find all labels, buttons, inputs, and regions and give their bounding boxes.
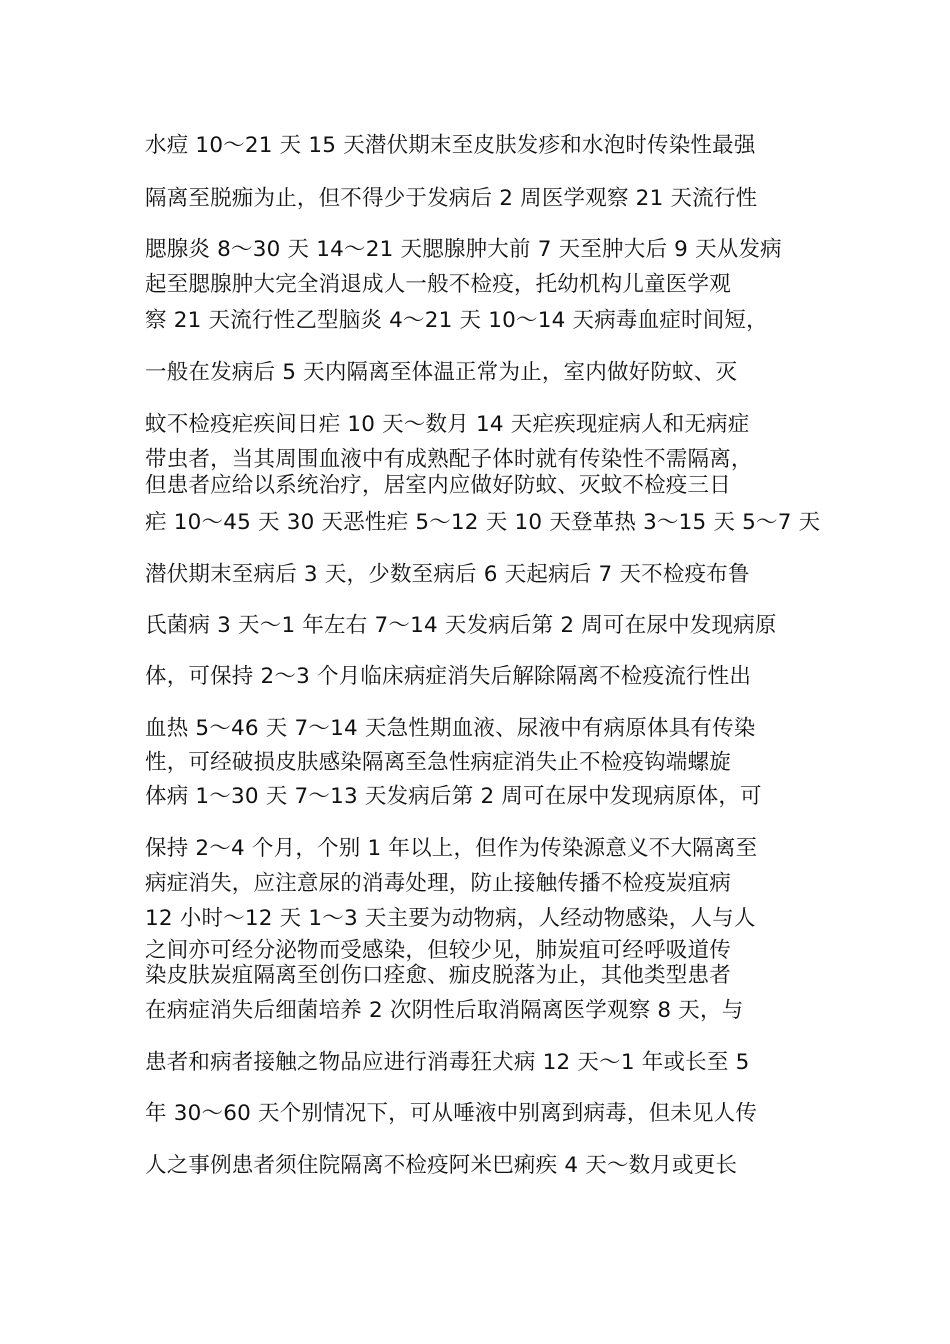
text-line-2: 隔离至脱痂为止，但不得少于发病后 2 周医学观察 21 天流行性 (145, 186, 758, 211)
text-line-22: 在病症消失后细菌培养 2 次阴性后取消隔离医学观察 8 天，与 (145, 998, 744, 1023)
text-line-13: 体，可保持 2～3 个月临床病症消失后解除隔离不检疫流行性出 (145, 664, 752, 689)
text-line-16: 体病 1～30 天 7～13 天发病后第 2 周可在尿中发现病原体，可 (145, 784, 762, 809)
text-line-18: 病症消失，应注意尿的消毒处理，防止接触传播不检疫炭疽病 (145, 871, 731, 896)
text-line-12: 氏菌病 3 天～1 年左右 7～14 天发病后第 2 周可在尿中发现病原 (145, 613, 777, 638)
text-line-3: 腮腺炎 8～30 天 14～21 天腮腺肿大前 7 天至肿大后 9 天从发病 (145, 237, 782, 262)
text-line-21: 染皮肤炭疽隔离至创伤口痊愈、痂皮脱落为止，其他类型患者 (145, 963, 731, 988)
text-line-4: 起至腮腺肿大完全消退成人一般不检疫，托幼机构儿童医学观 (145, 272, 731, 297)
text-line-7: 蚊不检疫疟疾间日疟 10 天～数月 14 天疟疾现症病人和无病症 (145, 412, 750, 437)
text-line-11: 潜伏期末至病后 3 天，少数至病后 6 天起病后 7 天不检疫布鲁 (145, 562, 750, 587)
text-line-9: 但患者应给以系统治疗，居室内应做好防蚊、灭蚊不检疫三日 (145, 473, 731, 498)
text-line-24: 年 30～60 天个别情况下，可从唾液中别离到病毒，但未见人传 (145, 1101, 758, 1126)
text-line-19: 12 小时～12 天 1～3 天主要为动物病，人经动物感染，人与人 (145, 906, 756, 931)
text-line-14: 血热 5～46 天 7～14 天急性期血液、尿液中有病原体具有传染 (145, 716, 756, 741)
text-line-5: 察 21 天流行性乙型脑炎 4～21 天 10～14 天病毒血症时间短， (145, 308, 768, 333)
text-line-17: 保持 2～4 个月，个别 1 年以上，但作为传染源意义不大隔离至 (145, 836, 758, 861)
text-line-10: 疟 10～45 天 30 天恶性疟 5～12 天 10 天登革热 3～15 天 5～7 天 (145, 510, 821, 535)
text-line-8: 带虫者，当其周围血液中有成熟配子体时就有传染性不需隔离， (145, 447, 753, 472)
text-line-20: 之间亦可经分泌物而受感染，但较少见，肺炭疽可经呼吸道传 (145, 938, 731, 963)
text-line-15: 性，可经破损皮肤感染隔离至急性病症消失止不检疫钩端螺旋 (145, 750, 731, 775)
text-line-1: 水痘 10～21 天 15 天潜伏期末至皮肤发疹和水泡时传染性最强 (145, 133, 756, 158)
text-line-23: 患者和病者接触之物品应进行消毒狂犬病 12 天～1 年或长至 5 (145, 1050, 750, 1075)
text-line-6: 一般在发病后 5 天内隔离至体温正常为止，室内做好防蚊、灭 (145, 360, 738, 385)
text-line-25: 人之事例患者须住院隔离不检疫阿米巴痢疾 4 天～数月或更长 (145, 1153, 738, 1178)
